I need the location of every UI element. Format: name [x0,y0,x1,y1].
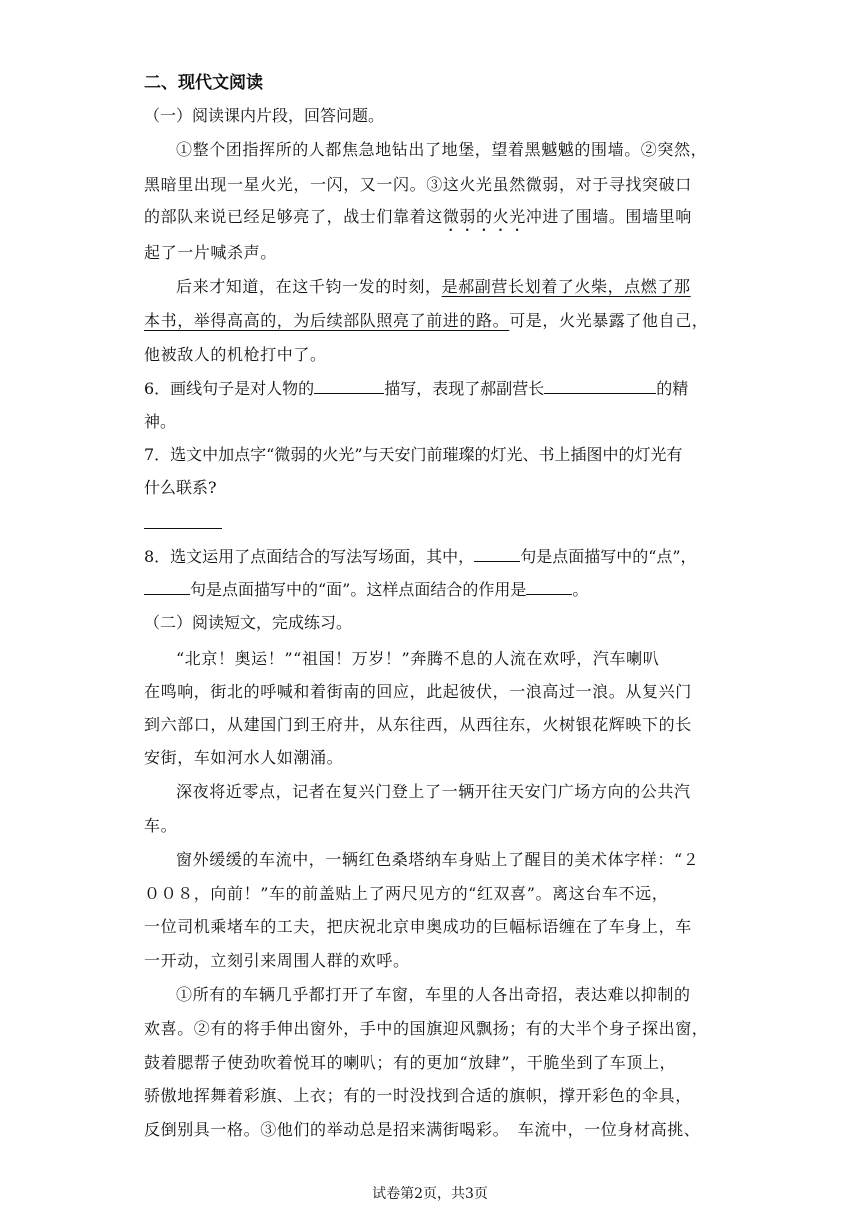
passage2-line: 到六部口，从建国门到王府井，从东往西，从西往东，火树银花辉映下的长 [144,715,692,734]
passage2-line: 欢喜。②有的将手伸出窗外，手中的国旗迎风飘扬；有的大半个身子探出窗， [144,1019,709,1038]
passage2-line: 反倒别具一格。③他们的举动总是招来满街喝彩。 车流中，一位身材高挑、 [144,1120,701,1139]
question-8 [144,547,697,567]
passage1-text: 可是，火光暴露了他自己， [509,311,709,330]
answer-blank[interactable] [144,580,190,595]
passage1-line: 他被敌人的机枪打中了。 [144,345,327,364]
passage2-line: 在鸣响，街北的呼喊和着街南的回应，此起彼伏，一浪高过一浪。从复兴门 [144,682,692,701]
passage1-line [176,277,691,297]
dotted-phrase: 微弱的火光 [442,207,526,226]
question-text: 8．选文运用了点面结合的写法写场面，其中， [144,547,475,566]
answer-blank[interactable] [314,379,384,394]
passage2-line: ００８，向前！”车的前盖贴上了两尺见方的“红双喜”。离这台车不远， [144,884,669,903]
underlined-sentence: 是郝副营长划着了火柴，点燃了那 [441,277,691,296]
answer-blank[interactable] [526,580,572,595]
answer-blank[interactable] [544,379,656,394]
passage2-line: 深夜将近零点，记者在复兴门登上了一辆开往天安门广场方向的公共汽 [176,782,691,801]
section-title: 二、现代文阅读 [144,73,263,93]
passage1-text: 后来才知道，在这千钧一发的时刻， [176,277,442,296]
question-text: 句是点面描写中的“点”， [520,547,697,566]
passage2-line: 窗外缓缓的车流中，一辆红色桑塔纳车身贴上了醒目的美术体字样：“２ [176,850,700,869]
question-text: 。 [572,580,589,599]
passage2-line: 一开动，立刻引来周围人群的欢呼。 [144,951,410,970]
page-footer: 试卷第2页，共3页 [372,1186,488,1202]
part2-heading: （二）阅读短文，完成练习。 [144,613,353,632]
question-text: 描写，表现了郝副营长 [384,379,545,398]
question-text: 6．画线句子是对人物的 [144,379,315,398]
underlined-sentence: 本书，举得高高的，为后续部队照亮了前进的路。 [144,311,510,330]
passage2-line: ①所有的车辆几乎都打开了车窗，车里的人各出奇招，表达难以抑制的 [176,985,691,1004]
passage1-line: 起了一片喊杀声。 [144,243,277,262]
part1-heading: （一）阅读课内片段，回答问题。 [144,106,385,125]
answer-line[interactable] [144,528,222,529]
passage1-text: 的部队来说已经足够亮了，战士们靠着这 [144,207,443,226]
passage1-line [144,311,708,331]
passage2-line: “北京！奥运！”“祖国！万岁！”奔腾不息的人流在欢呼，汽车喇叭 [176,649,660,668]
question-6-cont: 神。 [144,412,177,431]
passage1-line [144,207,692,235]
question-8-cont [144,580,588,600]
passage1-line: 黑暗里出现一星火光，一闪，又一闪。③这火光虽然微弱，对于寻找突破口 [144,175,692,194]
question-7: 7．选文中加点字“微弱的火光”与天安门前璀璨的灯光、书上插图中的灯光有 [144,445,683,464]
passage1-text: 冲进了围墙。围墙里响 [525,207,692,226]
passage2-line: 安街，车如河水人如潮涌。 [144,748,344,767]
question-text: 的精 [656,379,689,398]
answer-blank[interactable] [474,547,520,562]
question-6 [144,379,688,399]
passage2-line: 车。 [144,816,178,835]
passage2-line: 鼓着腮帮子使劲吹着悦耳的喇叭；有的更加“放肆”，干脆坐到了车顶上， [144,1053,677,1072]
passage1-line: ①整个团指挥所的人都焦急地钻出了地堡，望着黑魆魆的围墙。②突然， [176,140,708,159]
question-text: 句是点面描写中的“面”。这样点面结合的作用是 [190,580,527,599]
passage2-line: 一位司机乘堵车的工夫，把庆祝北京申奥成功的巨幅标语缠在了车身上，车 [144,917,692,936]
passage2-line: 骄傲地挥舞着彩旗、上衣；有的一时没找到合适的旗帜，撑开彩色的伞具， [144,1086,692,1105]
question-7-cont: 什么联系? [144,478,217,497]
